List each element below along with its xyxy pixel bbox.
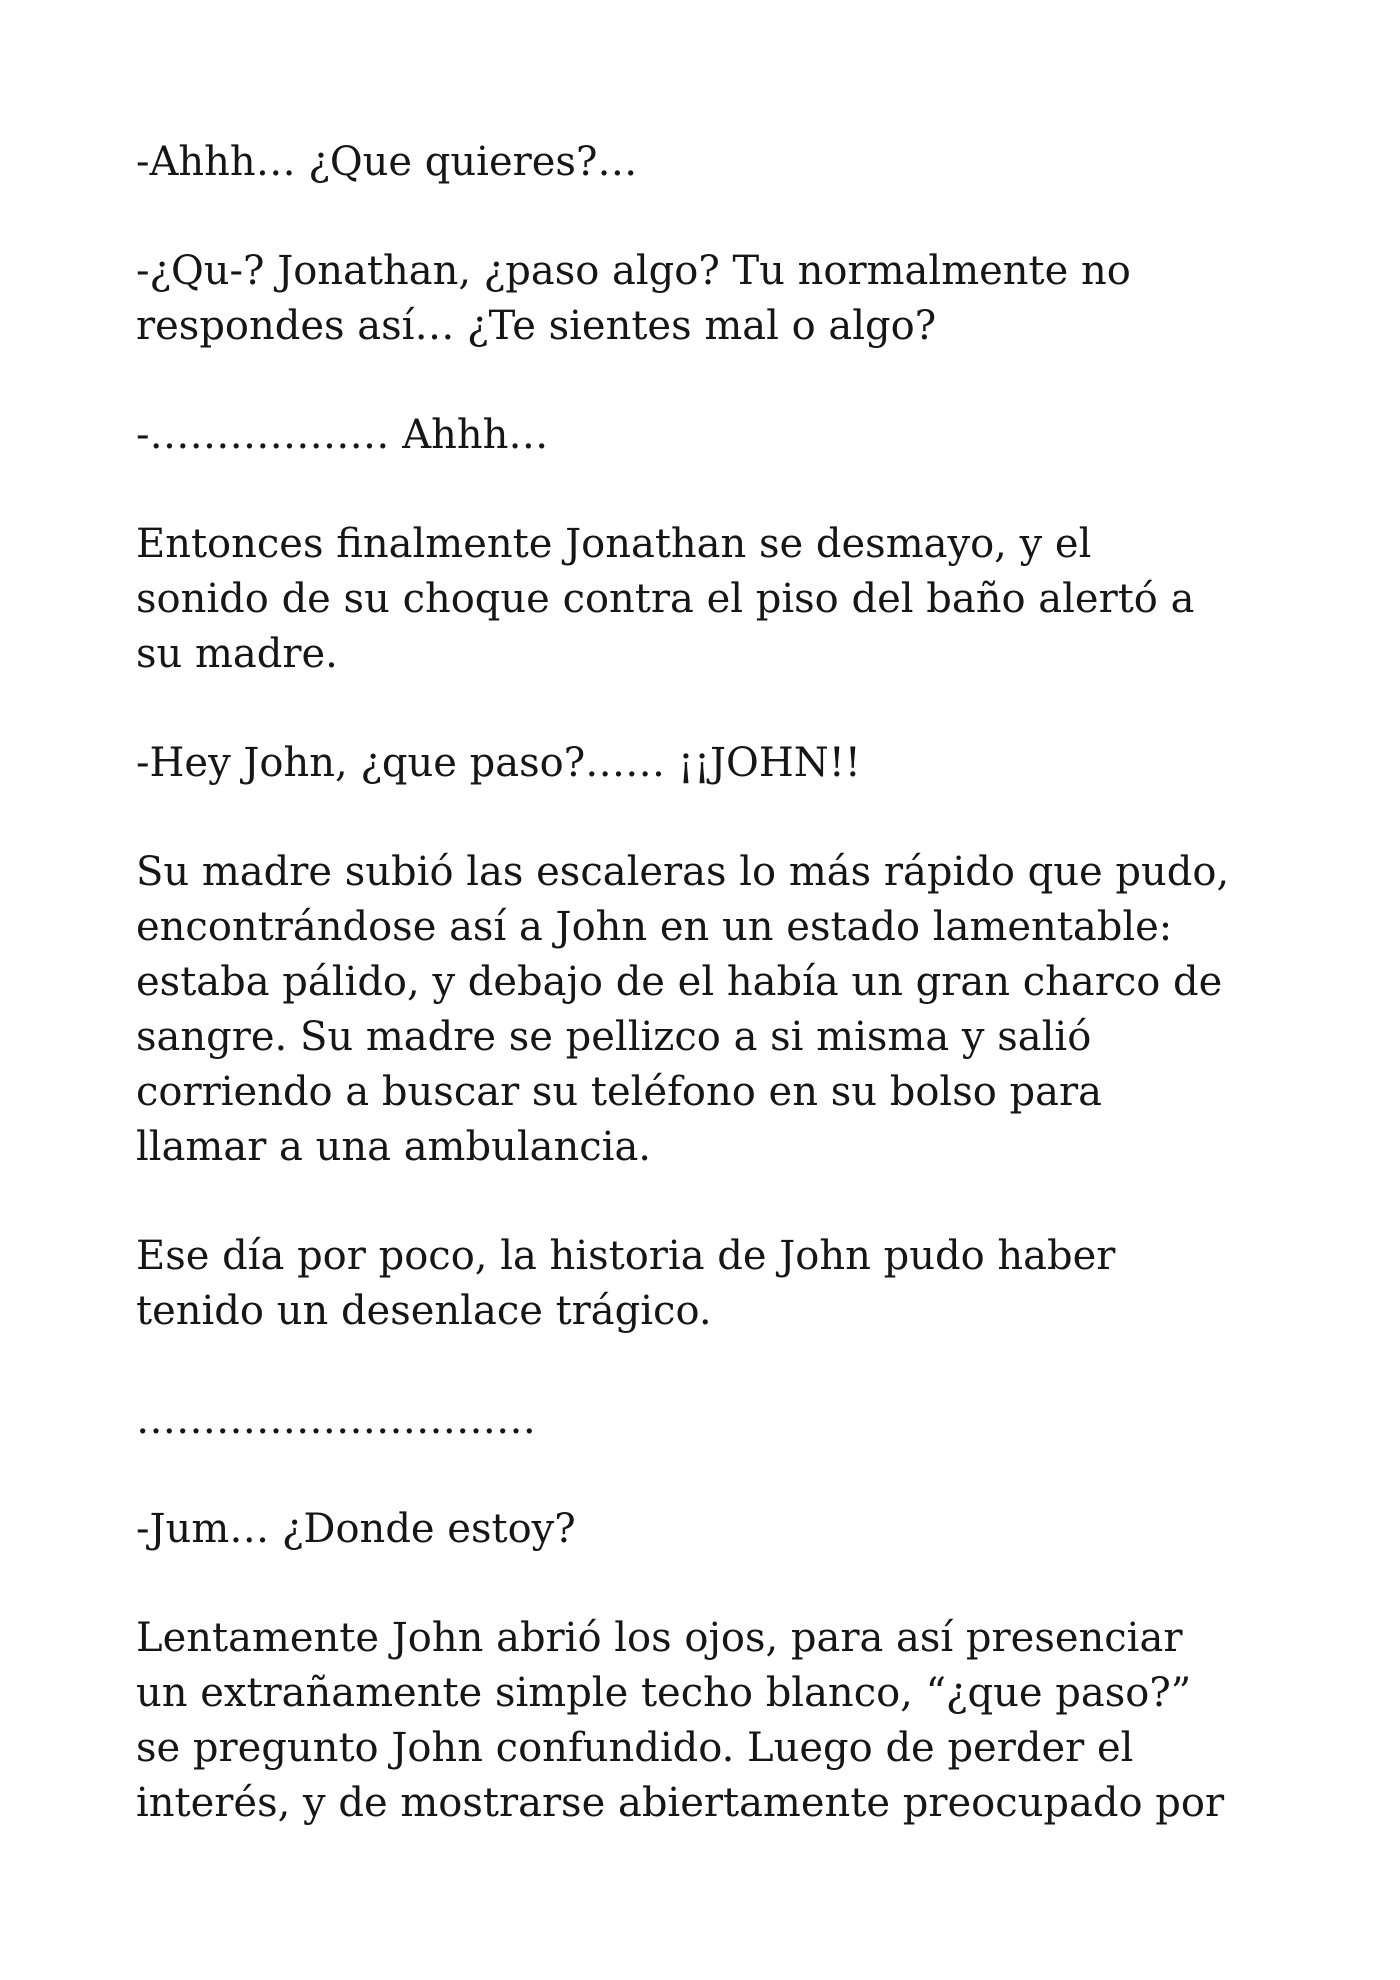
paragraph-narration-3 (136, 1229, 1306, 1339)
paragraph-dialogue-5 (136, 1502, 1306, 1557)
paragraph-dialogue-4 (136, 736, 1306, 791)
text-line: interés, y de mostrarse abiertamente preocupado por (136, 1780, 1225, 1826)
text-line: se pregunto John confundido. Luego de perder el (136, 1725, 1134, 1771)
paragraph-narration-2 (136, 845, 1306, 1175)
scene-break (136, 1393, 1306, 1448)
text-line: encontrándose así a John en un estado lamentable: (136, 904, 1173, 950)
story-text (136, 135, 1306, 1885)
text-line: -……………… Ahhh… (136, 412, 549, 458)
text-line: estaba pálido, y debajo de el había un gran charco de (136, 959, 1223, 1005)
text-line: sonido de su choque contra el piso del baño alertó a (136, 576, 1195, 622)
text-line: -Hey John, ¿que paso?…… ¡¡JOHN!! (136, 740, 861, 786)
text-line: Ese día por poco, la historia de John pudo haber (136, 1233, 1116, 1279)
text-line: Lentamente John abrió los ojos, para así presenciar (136, 1615, 1183, 1661)
text-line: -Ahhh… ¿Que quieres?… (136, 139, 638, 185)
text-line: respondes así… ¿Te sientes mal o algo? (136, 303, 937, 349)
paragraph-dialogue-1 (136, 135, 1306, 190)
text-line: un extrañamente simple techo blanco, “¿que paso?” (136, 1670, 1192, 1716)
paragraph-dialogue-3 (136, 408, 1306, 463)
text-line: Su madre subió las escaleras lo más rápido que pudo, (136, 849, 1230, 895)
text-line: -¿Qu-? Jonathan, ¿paso algo? Tu normalmente no (136, 248, 1131, 294)
text-line: llamar a una ambulancia. (136, 1124, 651, 1170)
text-line: corriendo a buscar su teléfono en su bolso para (136, 1069, 1102, 1115)
text-line: Entonces finalmente Jonathan se desmayo, y el (136, 521, 1092, 567)
text-line: su madre. (136, 631, 338, 677)
paragraph-narration-1 (136, 517, 1306, 682)
text-line: ………………………… (136, 1397, 536, 1443)
text-line: sangre. Su madre se pellizco a si misma y salió (136, 1014, 1092, 1060)
paragraph-narration-4 (136, 1611, 1306, 1831)
paragraph-dialogue-2 (136, 244, 1306, 354)
text-line: -Jum… ¿Donde estoy? (136, 1506, 576, 1552)
text-line: tenido un desenlace trágico. (136, 1288, 712, 1334)
